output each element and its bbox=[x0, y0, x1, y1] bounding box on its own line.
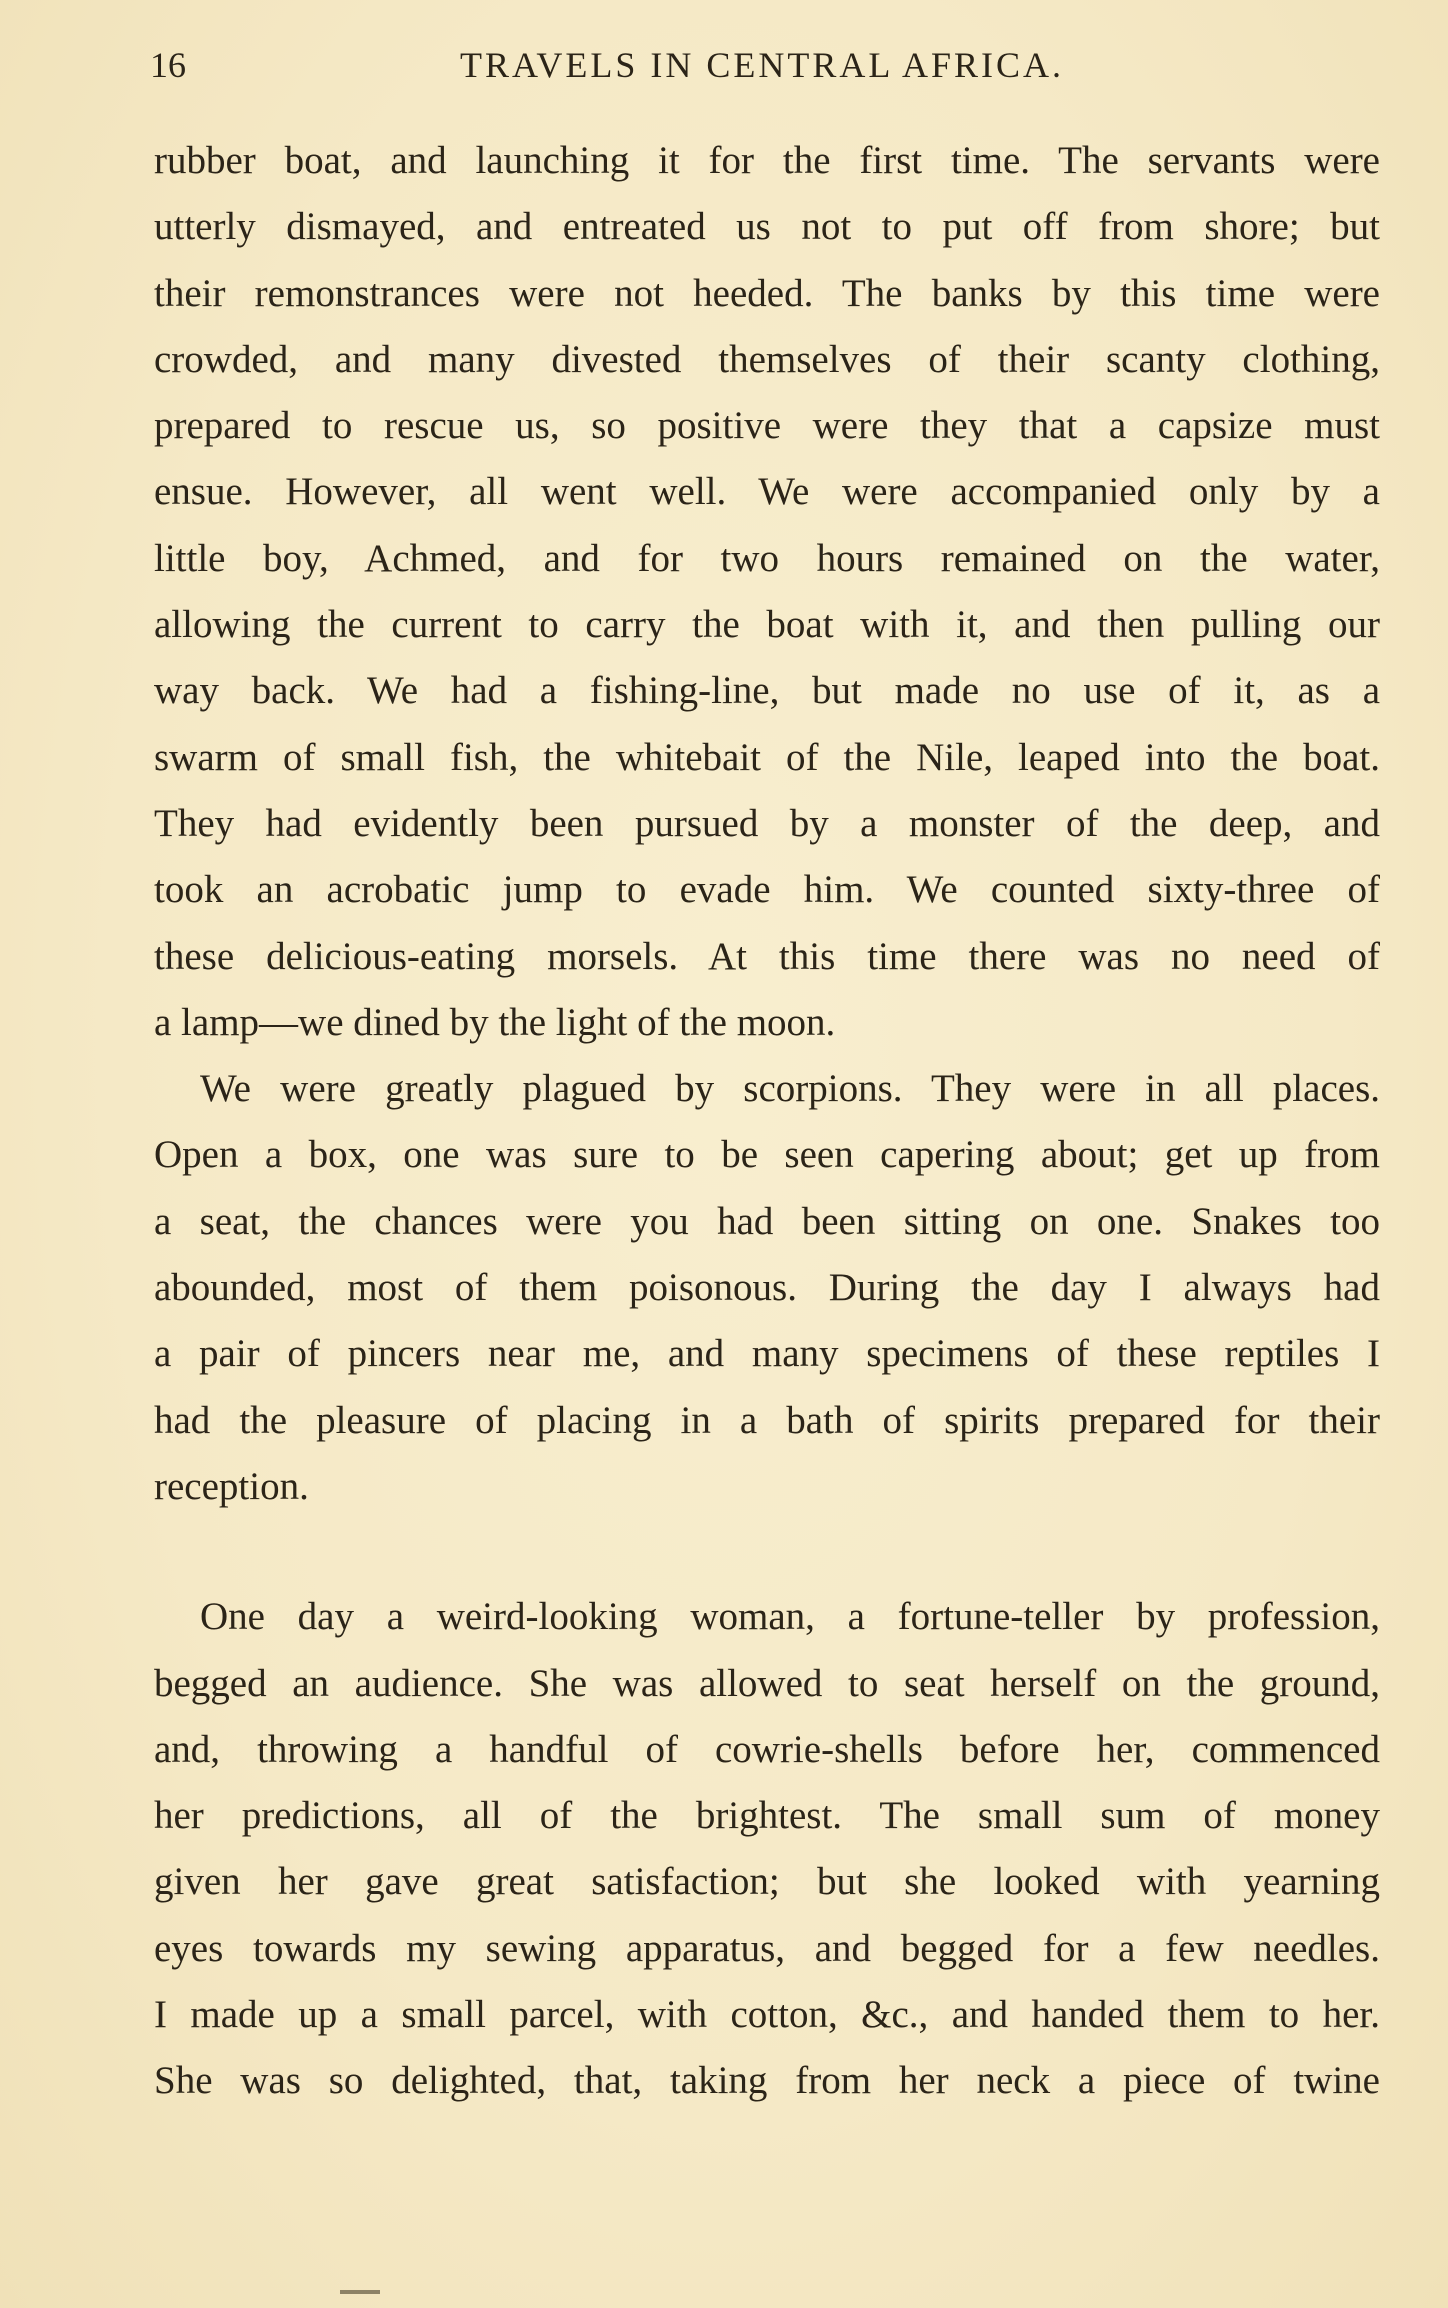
text-line: had the pleasure of placing in a bath of spirits prepared for their bbox=[154, 1398, 1380, 1442]
text-line: these delicious-eating morsels. At this time there was no need of bbox=[154, 934, 1380, 978]
text-line: rubber boat, and launching it for the first time. The servants were bbox=[154, 139, 1380, 182]
text-line: took an acrobatic jump to evade him. We counted sixty-three of bbox=[154, 868, 1380, 912]
text-line: prepared to rescue us, so positive were they that a capsize must bbox=[154, 404, 1380, 448]
text-line: crowded, and many divested themselves of their scanty clothing, bbox=[154, 337, 1380, 381]
text-line: and, throwing a handful of cowrie-shells before her, commenced bbox=[154, 1727, 1380, 1771]
text-line: They had evidently been pursued by a monster of the deep, and bbox=[154, 801, 1380, 845]
running-head bbox=[150, 44, 1380, 88]
text-line: Open a box, one was sure to be seen capering about; get up from bbox=[154, 1133, 1380, 1177]
text-line: ensue. However, all went well. We were accompanied only by a bbox=[154, 470, 1380, 514]
text-line: little boy, Achmed, and for two hours remained on the water, bbox=[154, 536, 1380, 580]
text-line: begged an audience. She was allowed to seat herself on the ground, bbox=[154, 1661, 1380, 1705]
running-title: TRAVELS IN CENTRAL AFRICA. bbox=[460, 45, 1065, 85]
text-line: eyes towards my sewing apparatus, and begged for a few needles. bbox=[154, 1926, 1380, 1970]
body-text bbox=[154, 128, 1380, 2115]
page-number: 16 bbox=[150, 45, 186, 85]
printer-mark bbox=[340, 2290, 380, 2294]
text-line: their remonstrances were not heeded. The banks by this time were bbox=[154, 271, 1380, 315]
text-line: a seat, the chances were you had been sitting on one. Snakes too bbox=[154, 1199, 1380, 1243]
text-line: One day a weird-looking woman, a fortune-teller by profession, bbox=[200, 1595, 1380, 1639]
text-line: utterly dismayed, and entreated us not to put off from shore; but bbox=[154, 205, 1380, 249]
text-line: way back. We had a fishing-line, but made no use of it, as a bbox=[154, 669, 1380, 713]
text-line: We were greatly plagued by scorpions. They were in all places. bbox=[200, 1067, 1380, 1111]
paragraph-3 bbox=[154, 1584, 1380, 2114]
text-line: a lamp—we dined by the light of the moon. bbox=[154, 1000, 836, 1044]
text-line: given her gave great satisfaction; but she looked with yearning bbox=[154, 1860, 1380, 1904]
text-line: She was so delighted, that, taking from her neck a piece of twine bbox=[154, 2059, 1380, 2103]
text-line: a pair of pincers near me, and many specimens of these reptiles I bbox=[154, 1332, 1380, 1376]
text-line: I made up a small parcel, with cotton, &c., and handed them to her. bbox=[154, 1993, 1380, 2037]
text-line: abounded, most of them poisonous. During the day I always had bbox=[154, 1266, 1380, 1310]
text-line: allowing the current to carry the boat with it, and then pulling our bbox=[154, 603, 1380, 647]
text-line: reception. bbox=[154, 1464, 309, 1508]
text-line: swarm of small fish, the whitebait of the Nile, leaped into the boat. bbox=[154, 735, 1380, 779]
paragraph-1 bbox=[154, 128, 1380, 1056]
paragraph-2 bbox=[154, 1056, 1380, 1520]
text-line: her predictions, all of the brightest. The small sum of money bbox=[154, 1794, 1380, 1838]
section-break bbox=[154, 1520, 1380, 1584]
